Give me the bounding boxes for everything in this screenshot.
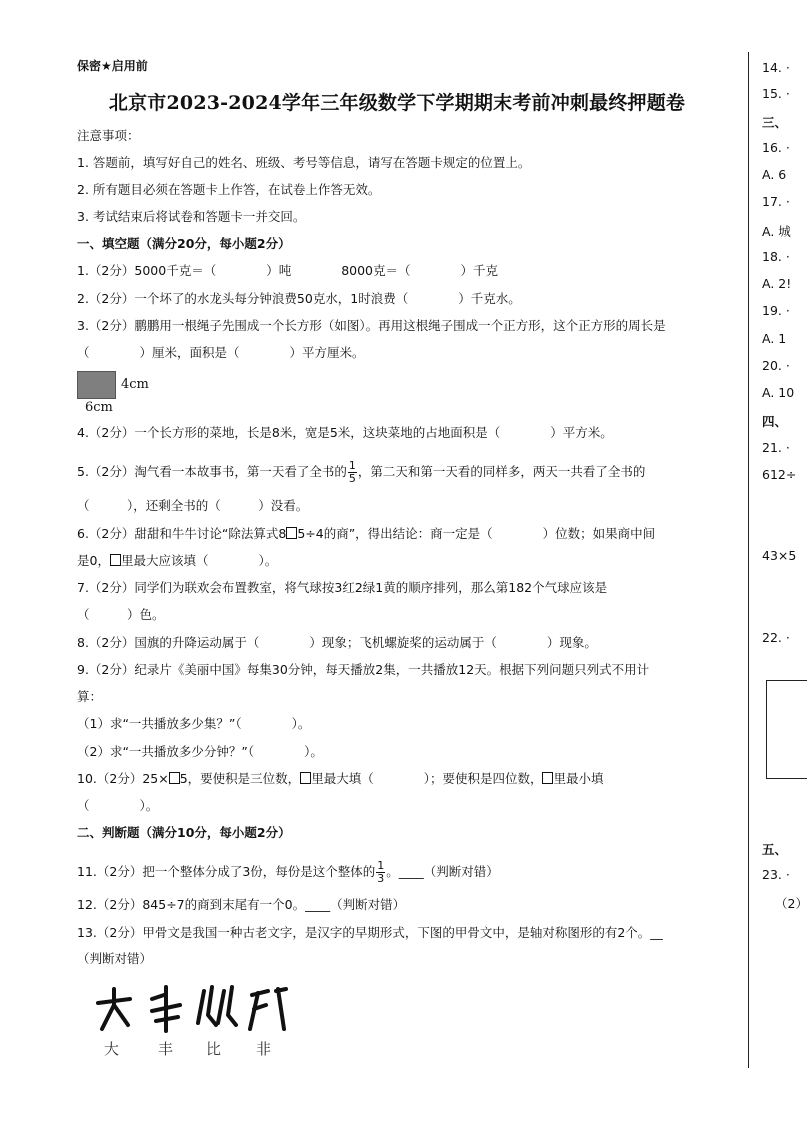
question-11: 11.（2分）把一个整体分成了3份，每份是这个整体的 $\frac{1}{3}$ 。____（判断对错） — [77, 859, 499, 885]
right-col-item: （2） — [775, 896, 808, 911]
glyph-caption: 大 — [104, 1040, 120, 1058]
fraction: $\frac{1}{5}$ — [348, 459, 356, 485]
glyph-caption: 丰 — [158, 1040, 174, 1058]
blank-box — [542, 772, 553, 784]
right-col-item: 21. · — [762, 440, 790, 455]
right-col-item: 17. · — [762, 194, 790, 209]
right-col-item: A. 10 — [762, 385, 795, 400]
right-col-item: 18. · — [762, 249, 790, 264]
right-col-item: A. 城 — [762, 224, 791, 239]
question-13-cont: （判断对错） — [77, 951, 153, 966]
question-6: 6.（2分）甜甜和牛牛讨论“除法算式8 5÷4的商”，得出结论：商一定是（ ）位数；如果商中间 — [77, 526, 656, 541]
blank-box — [286, 527, 297, 539]
right-col-item: 43×5 — [762, 548, 797, 563]
note-item: 1. 答题前，填写好自己的姓名、班级、考号等信息，请写在答题卡规定的位置上。 — [77, 155, 531, 170]
question-9-part-1: （1）求“一共播放多少集？”（ ）。 — [77, 716, 311, 731]
question-3-cont: （ ）厘米，面积是（ ）平方厘米。 — [77, 345, 365, 360]
question-9: 9.（2分）纪录片《美丽中国》每集30分钟，每天播放2集，一共播放12天。根据下列问题只列式不用计 — [77, 662, 650, 677]
right-col-item: 五、 — [762, 842, 788, 857]
confidential-mark: 保密★启用前 — [77, 59, 148, 73]
right-col-item: 16. · — [762, 140, 790, 155]
right-col-item: 14. · — [762, 60, 790, 75]
question-3: 3.（2分）鹏鹏用一根绳子先围成一个长方形（如图）。再用这根绳子围成一个正方形，这个正方形的周长是 — [77, 318, 666, 333]
rect-width-label: 6cm — [85, 400, 113, 415]
glyph-fei — [250, 989, 286, 1029]
section-heading-judge: 二、判断题（满分10分，每小题2分） — [77, 825, 291, 840]
right-col-item: 三、 — [762, 115, 788, 130]
question-9-cont: 算： — [77, 689, 103, 704]
right-col-item: 22. · — [762, 630, 790, 645]
glyph-bi — [198, 987, 236, 1025]
page-title: 北京市2023-2024学年三年级数学下学期期末考前冲刺最终押题卷 — [108, 92, 686, 114]
right-col-item: A. 2! — [762, 276, 792, 291]
right-col-item: A. 1 — [762, 331, 787, 346]
right-col-item: 612÷ — [762, 467, 797, 482]
right-col-item: 15. · — [762, 86, 790, 101]
blank-box — [300, 772, 311, 784]
right-col-item: A. 6 — [762, 167, 787, 182]
question-1: 1.（2分）5000千克＝（ ）吨 8000克＝（ ）千克 — [77, 263, 499, 278]
section-heading-fill: 一、填空题（满分20分，每小题2分） — [77, 236, 291, 251]
question-8: 8.（2分）国旗的升降运动属于（ ）现象；飞机螺旋桨的运动属于（ ）现象。 — [77, 635, 597, 650]
notes-heading: 注意事项： — [77, 128, 140, 143]
answer-box — [766, 680, 807, 779]
question-7-cont: （ ）色。 — [77, 607, 165, 622]
column-divider — [748, 52, 749, 1068]
glyph-feng — [152, 987, 180, 1031]
right-col-item: 20. · — [762, 358, 790, 373]
question-9-part-2: （2）求“一共播放多少分钟？”（ ）。 — [77, 744, 323, 759]
question-13: 13.（2分）甲骨文是我国一种古老文字，是汉字的早期形式，下图的甲骨文中，是轴对称图形的有2个。__ — [77, 925, 663, 940]
oracle-glyphs-svg — [94, 985, 294, 1035]
glyph-caption: 非 — [256, 1040, 272, 1058]
question-6-cont: 是0， 里最大应该填（ ）。 — [77, 553, 278, 568]
note-item: 3. 考试结束后将试卷和答题卡一并交回。 — [77, 209, 306, 224]
blank-box — [110, 554, 121, 566]
glyph-da — [98, 989, 130, 1029]
right-col-item: 19. · — [762, 303, 790, 318]
fraction: $\frac{1}{3}$ — [377, 859, 385, 885]
question-10: 10.（2分）25× 5，要使积是三位数， 里最大填（ ）；要使积是四位数， 里最小填 — [77, 771, 604, 786]
question-7: 7.（2分）同学们为联欢会布置教室，将气球按3红2绿1黄的顺序排列，那么第182个气球应该是 — [77, 580, 608, 595]
question-10-cont: （ ）。 — [77, 798, 159, 813]
right-col-item: 四、 — [762, 414, 788, 429]
question-2: 2.（2分）一个坏了的水龙头每分钟浪费50克水，1时浪费（ ）千克水。 — [77, 291, 521, 306]
rectangle-figure — [77, 371, 116, 399]
glyph-caption: 比 — [206, 1040, 222, 1058]
question-12: 12.（2分）845÷7的商到末尾有一个0。____（判断对错） — [77, 897, 406, 912]
note-item: 2. 所有题目必须在答题卡上作答，在试卷上作答无效。 — [77, 182, 381, 197]
rect-height-label: 4cm — [121, 377, 149, 392]
question-5: 5.（2分）淘气看一本故事书，第一天看了全书的 $\frac{1}{5}$ ，第二天和第一天看的同样多，两天一共看了全书的 — [77, 459, 646, 485]
blank-box — [169, 772, 180, 784]
question-4: 4.（2分）一个长方形的菜地，长是8米，宽是5米，这块菜地的占地面积是（ ）平方米。 — [77, 425, 613, 440]
right-col-item: 23. · — [762, 867, 790, 882]
question-5-cont: （ ），还剩全书的（ ）没看。 — [77, 498, 309, 513]
oracle-bone-glyphs — [94, 985, 294, 1035]
